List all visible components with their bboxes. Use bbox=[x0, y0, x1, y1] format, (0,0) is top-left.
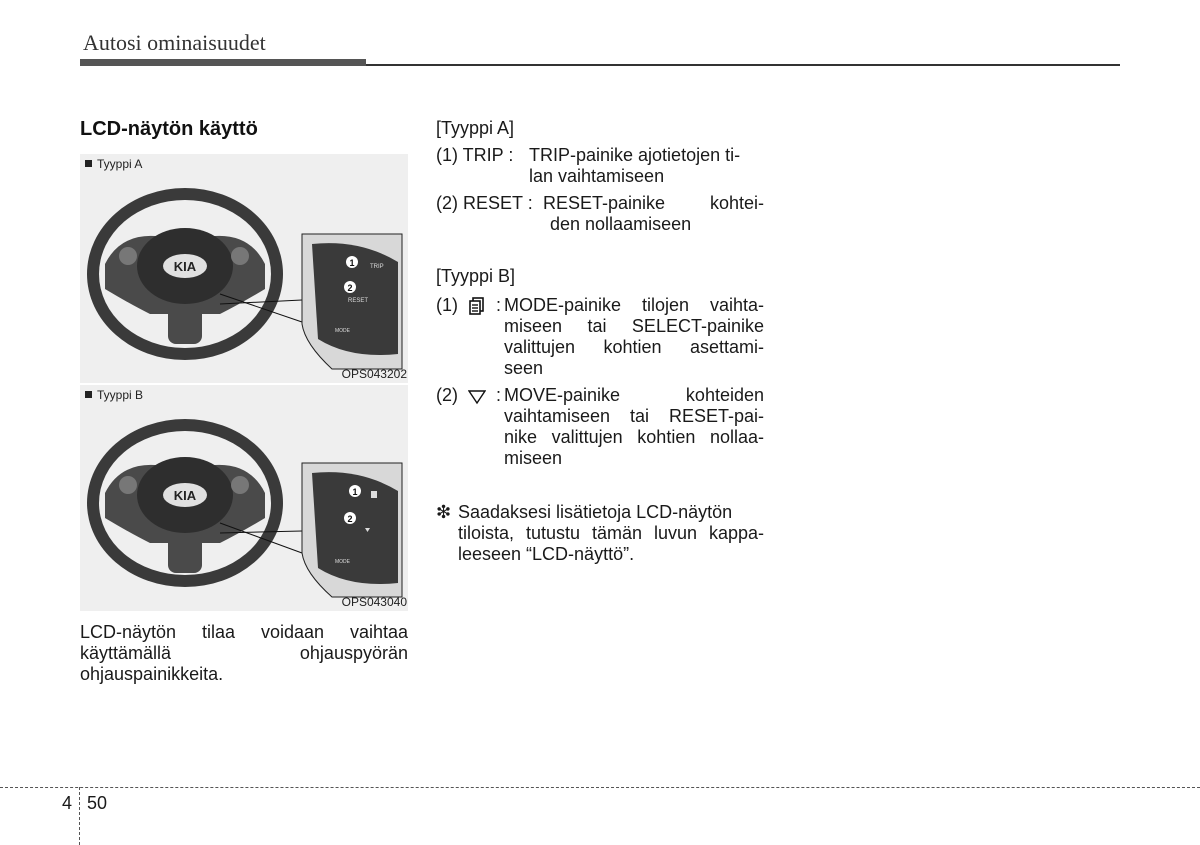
type-b-item-1-num: (1) bbox=[436, 295, 458, 315]
note-line2: tiloista, tutustu tämän luvun kappa- bbox=[458, 523, 764, 543]
svg-text:2: 2 bbox=[347, 283, 353, 293]
type-b-item-1-line4: seen bbox=[504, 358, 544, 378]
footer-divider bbox=[79, 787, 80, 845]
figure-b-code: OPS043040 bbox=[341, 595, 407, 609]
trip-label: TRIP bbox=[370, 264, 384, 270]
svg-text:1: 1 bbox=[349, 258, 355, 268]
kia-logo: KIA bbox=[173, 488, 197, 503]
type-b-item-2-line4: miseen bbox=[504, 448, 563, 468]
type-b-item-1-line3: valittujen kohtien asettami- bbox=[504, 337, 764, 357]
figure-type-a bbox=[80, 154, 408, 383]
figure-a-code: OPS043202 bbox=[341, 367, 407, 381]
reset-label: RESET bbox=[348, 298, 369, 304]
header-accent-bar bbox=[80, 59, 366, 66]
type-b-item-1-line1: MODE-painike tilojen vaihta- bbox=[504, 295, 764, 315]
page-number: 50 bbox=[87, 793, 108, 813]
type-a-heading: [Tyyppi A] bbox=[436, 118, 515, 138]
steering-wheel-a-illustration bbox=[80, 154, 408, 383]
type-b-item-2-num: (2) bbox=[436, 385, 458, 405]
footer-rule bbox=[0, 787, 1200, 788]
type-a-item-1-line2: lan vaihtamiseen bbox=[529, 166, 665, 186]
figure-b-label: Tyyppi B bbox=[85, 388, 143, 402]
body-paragraph: LCD-näytön tilaa voidaan vaihtaa käyttämällä ohjauspyörän ohjauspainikkeita. bbox=[80, 622, 408, 684]
type-a-item-1-line1: TRIP-painike ajotietojen ti- bbox=[529, 145, 741, 165]
kia-logo: KIA bbox=[173, 259, 197, 274]
steering-wheel-b-illustration bbox=[80, 385, 408, 611]
page-section-number: 4 bbox=[62, 793, 73, 813]
figure-a-label: Tyyppi A bbox=[85, 157, 142, 171]
header-title: Autosi ominaisuudet bbox=[83, 30, 266, 55]
type-b-item-2-line1: MOVE-painike kohteiden bbox=[504, 385, 764, 405]
type-b-item-2-line3: nike valittujen kohtien nollaa- bbox=[504, 427, 764, 447]
type-b-item-2-line2: vaihtamiseen tai RESET-pai- bbox=[504, 406, 764, 426]
move-button-triangle-icon bbox=[468, 389, 486, 405]
mode-label: MODE bbox=[335, 559, 350, 565]
section-title: LCD-näytön käyttö bbox=[80, 118, 258, 140]
figure-type-b bbox=[80, 385, 408, 611]
type-b-heading: [Tyyppi B] bbox=[436, 266, 516, 286]
type-a-item-2-line1: RESET-painike kohtei- bbox=[543, 193, 764, 213]
svg-text:1: 1 bbox=[352, 487, 358, 497]
svg-text:2: 2 bbox=[347, 514, 353, 524]
type-a-item-2-line2: den nollaamiseen bbox=[550, 214, 692, 234]
note-line1: Saadaksesi lisätietoja LCD-näytön bbox=[458, 502, 733, 522]
type-b-item-1-line2: miseen tai SELECT-painike bbox=[504, 316, 764, 336]
note-line3: leeseen “LCD-näyttö”. bbox=[458, 544, 635, 564]
note-symbol: ❇ bbox=[436, 502, 452, 522]
header-rule bbox=[366, 64, 1120, 66]
mode-button-icon bbox=[469, 297, 485, 315]
mode-label: MODE bbox=[335, 328, 350, 334]
